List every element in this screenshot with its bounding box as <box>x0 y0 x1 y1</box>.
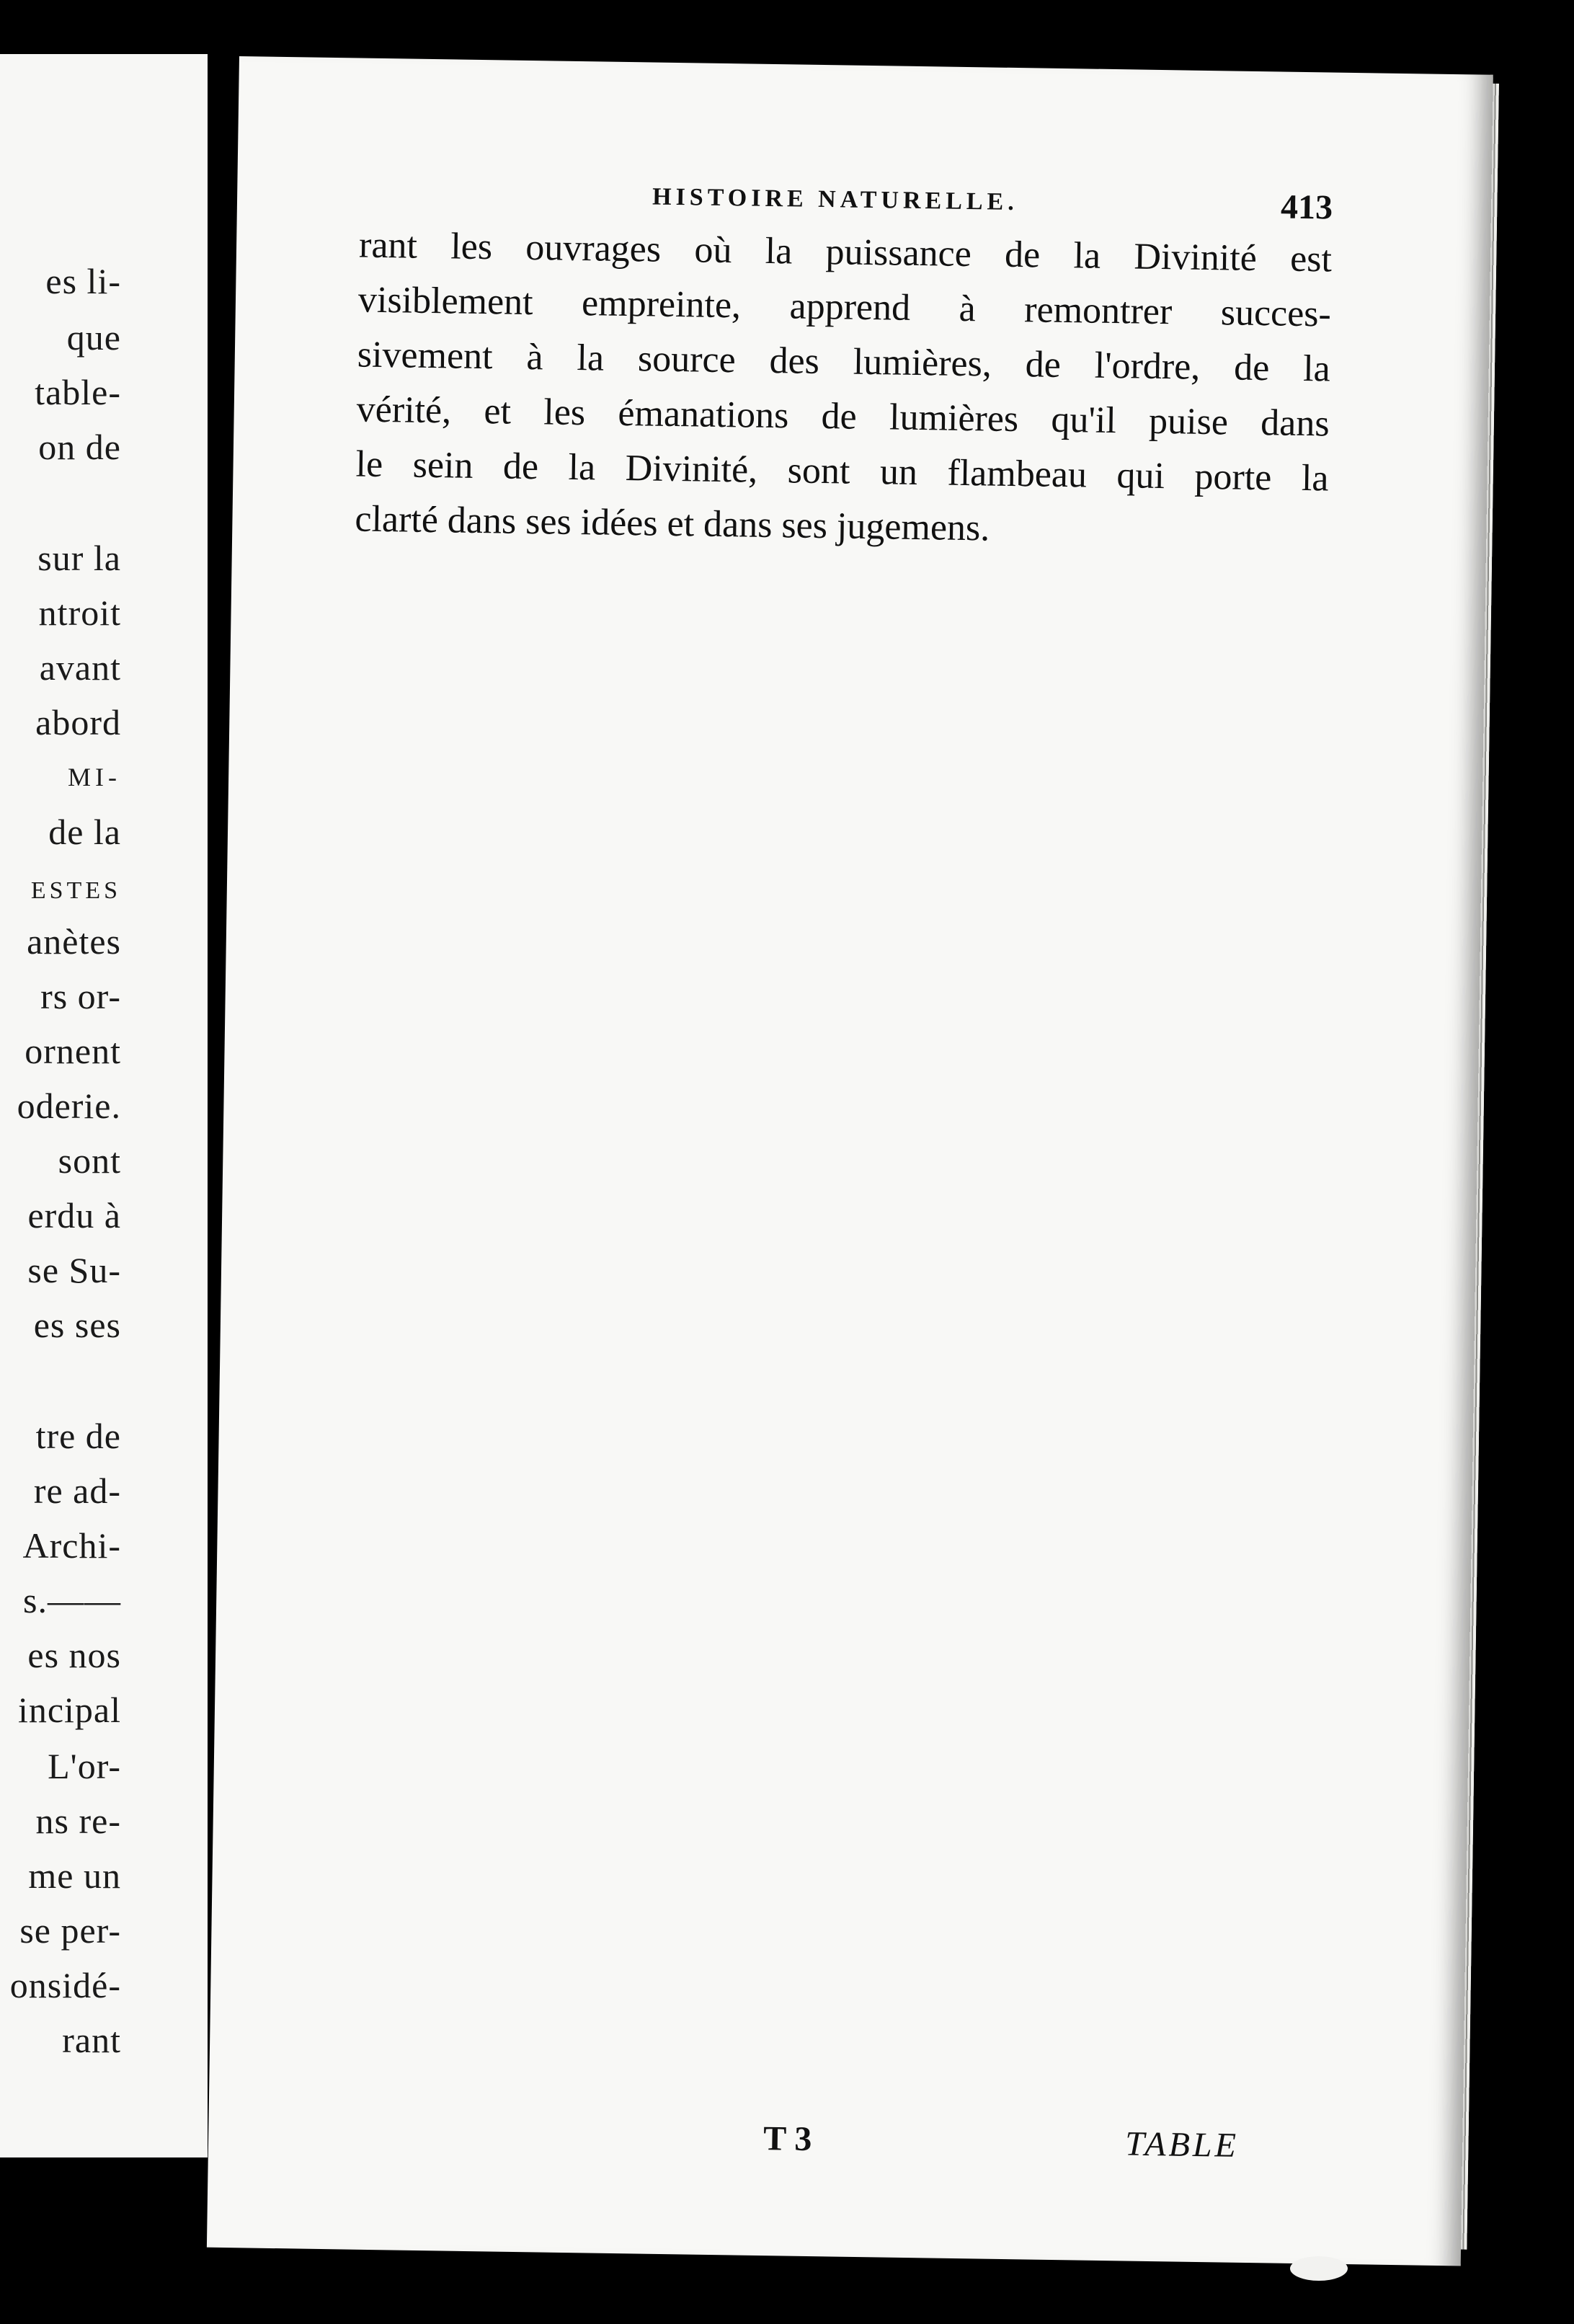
left-text-line: se Su- <box>27 1250 121 1290</box>
page-number: 413 <box>1280 187 1333 227</box>
left-text-line: re ad- <box>33 1471 121 1511</box>
left-text-line: MI- <box>68 763 121 791</box>
left-text-line: on de <box>38 427 121 467</box>
left-text-line: sur la <box>37 538 121 578</box>
signature-mark: T 3 <box>762 2119 812 2159</box>
text-line: visiblement empreinte, apprend à remontrer succes- <box>357 279 1332 335</box>
left-text-line: se per- <box>19 1910 121 1951</box>
left-text-line: me un <box>28 1855 121 1896</box>
left-text-line: es li- <box>45 261 121 301</box>
left-text-line: L'or- <box>48 1746 121 1786</box>
text-line: clarté dans ses idées et dans ses jugemens. <box>355 498 990 549</box>
left-text-line: table- <box>35 372 121 412</box>
left-text-line: avant <box>39 647 121 688</box>
left-text-line: rs or- <box>40 976 121 1016</box>
text-line: le sein de la Divinité, sont un flambeau qui porte la <box>355 443 1329 500</box>
left-text-line: que <box>66 317 121 358</box>
left-text-line: Archi- <box>22 1525 121 1566</box>
text-line: vérité, et les émanations de lumières qu'il puise dans <box>356 389 1330 445</box>
left-text-line: es nos <box>27 1635 121 1675</box>
left-text-line: oderie. <box>17 1086 121 1126</box>
left-text-line: erdu à <box>27 1195 121 1236</box>
left-text-line: de la <box>48 812 121 852</box>
left-text-line: anètes <box>27 921 121 962</box>
left-text-line: incipal <box>17 1690 121 1730</box>
left-text-line: ESTES <box>30 877 121 904</box>
left-text-line: ornent <box>25 1031 121 1071</box>
left-text-line: onsidé- <box>9 1965 121 2005</box>
right-page <box>207 56 1493 2266</box>
left-text-line: ntroit <box>38 593 121 633</box>
paper-speck <box>1290 2256 1348 2281</box>
running-head: HISTOIRE NATURELLE. <box>652 183 1019 216</box>
left-text-line: ns re- <box>35 1801 121 1841</box>
body-text <box>355 218 1333 561</box>
left-text-line: s.—— <box>23 1580 121 1620</box>
text-line: rant les ouvrages où la puissance de la Divinité est <box>358 224 1333 280</box>
left-text-line: es ses <box>33 1305 121 1345</box>
left-text-line: tre de <box>35 1416 121 1456</box>
catchword: TABLE <box>1124 2124 1240 2165</box>
text-line: sivement à la source des lumières, de l'ordre, de la <box>357 334 1331 390</box>
left-text-line: rant <box>62 2020 121 2060</box>
left-text-line: abord <box>35 702 121 742</box>
left-text-line: sont <box>58 1140 121 1181</box>
left-page-fragment <box>0 54 208 2157</box>
